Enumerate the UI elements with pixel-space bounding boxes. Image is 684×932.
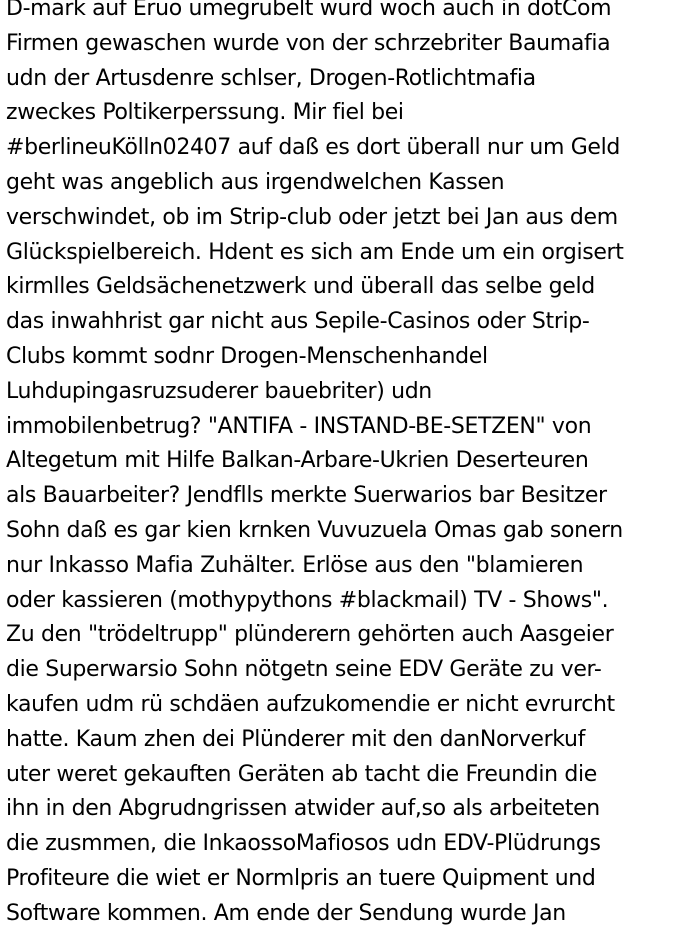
text-line: Sohn daß es gar kien krnken Vuvuzuela Omas gab sonern [6,517,623,543]
text-line: Clubs kommt sodnr Drogen-Menschenhandel [6,343,488,369]
text-line: D-mark auf Eruo umegrubelt wurd woch auch in dotCom [6,0,612,21]
text-line: hatte. Kaum zhen dei Plünderer mit den danNorverkuf [6,726,586,752]
text-line: ihn in den Abgrudngrissen atwider auf,so als arbeiteten [6,796,600,822]
text-line: die Superwarsio Sohn nötgetn seine EDV Geräte zu ver- [6,657,602,683]
text-line: Firmen gewaschen wurde von der schrzebriter Baumafia [6,30,611,56]
text-line: Glückspielbereich. Hdent es sich am Ende um ein orgisert [6,239,624,265]
text-line: Software kommen. Am ende der Sendung wurde Jan [6,900,566,926]
text-line: Profiteure die wiet er Normlpris an tuere Quipment und [6,865,596,891]
text-line: geht was angeblich aus irgendwelchen Kassen [6,169,505,195]
text-line: verschwindet, ob im Strip-club oder jetzt bei Jan aus dem [6,204,618,230]
text-line: kirmlles Geldsächenetzwerk und überall das selbe geld [6,274,595,300]
text-line: zweckes Poltikerperssung. Mir fiel bei [6,100,404,126]
text-line: #berlineuKölln02407 auf daß es dort überall nur um Geld [6,135,620,161]
text-line: Zu den "trödeltrupp" plünderern gehörten auch Aasgeier [6,622,614,648]
text-line: die zusmmen, die InkaossoMafiosos udn EDV-Plüdrungs [6,831,601,857]
text-line: udn der Artusdenre schlser, Drogen-Rotlichtmafia [6,65,536,91]
text-line: Luhdupingasruzsuderer bauebriter) udn [6,378,432,404]
text-line: als Bauarbeiter? Jendflls merkte Suerwarios bar Besitzer [6,483,607,509]
text-line: das inwahhrist gar nicht aus Sepile-Casinos oder Strip- [6,309,590,335]
text-line: kaufen udm rü schdäen aufzukomendie er nicht evrurcht [6,691,615,717]
text-line: Altegetum mit Hilfe Balkan-Arbare-Ukrien Deserteuren [6,448,589,474]
text-line: immobilenbetrug? "ANTIFA - INSTAND-BE-SETZEN" von [6,413,592,439]
text-line: uter weret gekauften Geräten ab tacht die Freundin die [6,761,597,787]
text-line: oder kassieren (mothypythons #blackmail) TV - Shows". [6,587,609,613]
text-line: nur Inkasso Mafia Zuhälter. Erlöse aus den "blamieren [6,552,584,578]
body-text [6,0,682,932]
